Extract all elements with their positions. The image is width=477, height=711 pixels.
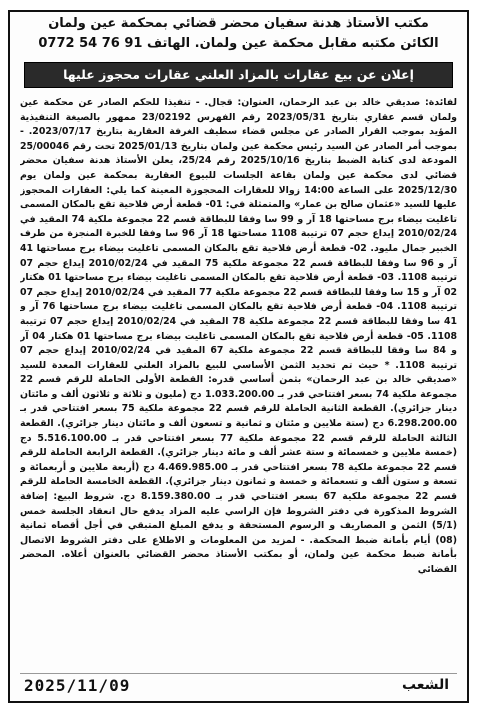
- newspaper-name: الشعب: [401, 677, 449, 693]
- notice-banner: إعلان عن بيع عقارات بالمزاد العلني عقارات محجوز عليها: [24, 62, 453, 88]
- notice-footer: [20, 673, 457, 698]
- publication-date: 2025/11/09: [24, 676, 131, 695]
- notice-frame: [8, 10, 469, 703]
- notice-body-text: لفائدة: صديقي خالد بن عبد الرحمان، العنوان: قجال. - تنفيذا للحكم الصادر عن محكمة عين ولمان قسم عقاري بتاريخ 2023/05/31 رقم الفهرس 23/02192 ممهور بالصيغة التنفيذية المؤيد بموجب القرار الصادر عن مجلس قضاء سطيف الغرفة العقارية بتاريخ 2023/07/17. - بموجب أمر الصادر عن السيد رئيس محكمة عين ولمان بتاريخ 2025/01/13 تحت رقم 25/00046 المودعة لدى كتابة الضبط بتاريخ 2025/10/16 رقم 25/24، يعلن الأستاذ هدنة سفيان محضر قضائي لدى محكمة عين ولمان بقاعة الجلسات للبيوع العقارية بمحكمة عين ولمان يوم 2025/12/30 على الساعة 14:00 زوالا للعقارات المحجوزة المعينة كما يلي: العقارات المحجوز عليها للسيد «عثمان صالح بن عمار» والمتمثلة في: 01- قطعة أرض فلاحية تقع بالمكان المسمى تاغليت بيضاء برج مساحتها 18 آر و 99 سا وفقا للبطاقة قسم 22 مجموعة ملكية 74 المقيد في 2010/02/24 إيداع حجم 07 ترتيبة 1108 مساحتها 18 آر 96 سا وفقا للخبرة المنجزة من طرف الخبير جمال مليود. 02- قطعة أرض فلاحية تقع بالمكان المسمى تاغليت بيضاء برج مساحتها 41 آر و 96 سا وفقا للبطاقة قسم 22 مجموعة ملكية 75 المقيد في 2010/02/24 إيداع حجم 07 ترتيبة 1108. 03- قطعة أرض فلاحية تقع بالمكان المسمى تاغليت بيضاء برج مساحتها 01 هكتار 02 آر و 15 سا وفقا للبطاقة قسم 22 مجموعة ملكية 77 المقيد في 2010/02/24 إيداع حجم 07 ترتيبة 1108. 04- قطعة أرض فلاحية تقع بالمكان المسمى تاغليت بيضاء برج مساحتها 76 آر و 41 سا وفقا للبطاقة قسم 22 مجموعة ملكية 78 المقيد في 2010/02/24 إيداع حجم 07 ترتيبة 1108. 05- قطعة أرض فلاحية تقع بالمكان المسمى تاغليت بيضاء برج مساحتها 01 هكتار 04 آر و 84 سا وفقا للبطاقة قسم 22 مجموعة ملكية 67 المقيد في 2010/02/24 إيداع حجم 07 ترتيبة 1108. * حيث تم تحديد الثمن الأساسي للبيع بالمزاد العلني للعقارات المعدة للسيد «صديقي خالد بن عبد الرحمان» بثمن أساسي قدره: القطعة الأولى الحاملة للرقم قسم 22 مجموعة ملكية 74 بسعر افتتاحي قدر بـ 1.033.200.00 دج (مليون و ثلاثة و ثلاثون ألف و مائتان دينار جزائري). القطعة الثانية الحاملة للرقم قسم 22 مجموعة ملكية 75 بسعر افتتاحي قدر بـ 6.298.200.00 دج (ستة ملايين و مئتان و ثمانية و تسعون ألف و مائتان دينار جزائري). القطعة الثالثة الحاملة للرقم قسم 22 مجموعة ملكية 77 بسعر افتتاحي قدر بـ 5.516.100.00 دج (خمسة ملايين و خمسمائة و ستة عشر ألف و مائة دينار جزائري). القطعة الرابعة الحاملة للرقم قسم 22 مجموعة ملكية 78 بسعر افتتاحي قدر بـ 4.469.985.00 دج (أربعة ملايين و أربعمائة و تسعة و ستون ألف و تسعمائة و خمسة و ثمانون دينار جزائري). القطعة الخامسة الحاملة للرقم قسم 22 مجموعة ملكية 67 بسعر افتتاحي قدر بـ 8.159.380.00 دج. شروط البيع: إضافة الشروط المذكورة في دفتر الشروط فإن الراسي عليه المزاد يدفع حال انعقاد الجلسة خمس (5/1) الثمن و المصاريف و الرسوم المستحقة و يدفع المبلغ المتبقي في أجل أقصاه ثمانية (08) أيام بأمانة ضبط المحكمة. - لمزيد من المعلومات و الاطلاع على دفتر الشروط الاتصال بأمانة ضبط محكمة عين ولمان، أو بمكتب الأستاذ محضر القضائي بالعنوان أعلاه. المحضر القضائي: [20, 97, 457, 575]
- office-title: مكتب الأستاذ هدنة سفيان محضر قضائي بمحكمة عين ولمان: [48, 16, 429, 31]
- office-address-phone: الكائن مكتبه مقابل محكمة عين ولمان. الهاتف 91 76 54 0772: [38, 36, 439, 51]
